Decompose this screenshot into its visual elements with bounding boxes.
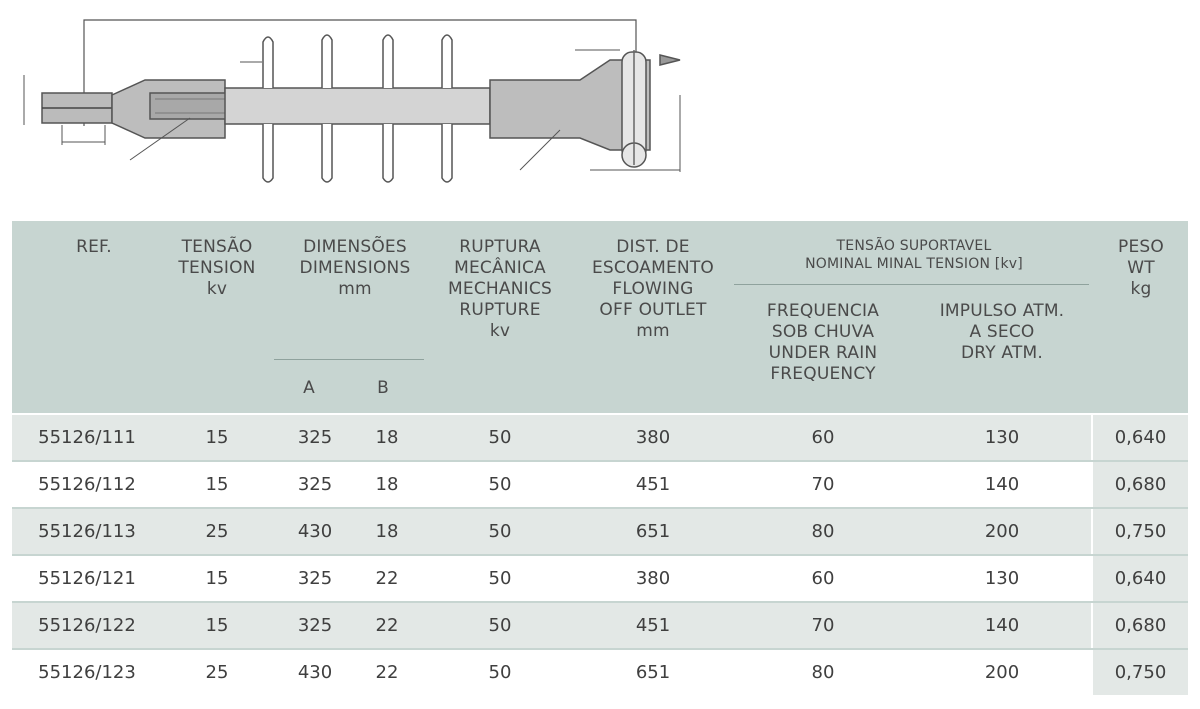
cell-dim-a: 325 [297, 568, 333, 589]
cell-rupture: 50 [488, 474, 512, 495]
cell-impulse: 140 [984, 474, 1020, 495]
header-frequency-l2: SOB CHUVA [771, 322, 875, 342]
header-dist-l1: DIST. DE [616, 237, 690, 257]
cell-ref: 55126/123 [38, 662, 136, 683]
cell-ref: 55126/122 [38, 615, 136, 636]
cell-frequency: 70 [811, 615, 835, 636]
cell-impulse: 130 [984, 568, 1020, 589]
header-dist-l3: FLOWING [612, 279, 694, 299]
cell-tension: 15 [205, 568, 229, 589]
cell-tension: 15 [205, 474, 229, 495]
cell-dim-a: 430 [297, 662, 333, 683]
cell-dim-a: 430 [297, 521, 333, 542]
header-frequency-l4: FREQUENCY [770, 364, 876, 384]
cell-tension: 15 [205, 427, 229, 448]
cell-dim-a: 325 [297, 615, 333, 636]
header-tension-unit: kv [206, 279, 228, 299]
cell-rupture: 50 [488, 662, 512, 683]
header-rupture-l3: MECHANICS [448, 279, 552, 299]
header-tension-en: TENSION [178, 258, 256, 278]
header-tension-pt: TENSÃO [181, 237, 253, 257]
specification-table [12, 221, 1188, 693]
table-row [12, 415, 1188, 462]
cell-tension: 15 [205, 615, 229, 636]
header-rupture [430, 237, 570, 342]
cell-flowing-distance: 651 [635, 521, 671, 542]
insulator-technical-drawing [0, 0, 700, 200]
header-rupture-l1: RUPTURA [459, 237, 541, 257]
header-impulse-l2: A SECO [969, 322, 1035, 342]
header-divider-withstand [734, 284, 1089, 285]
cell-weight: 0,640 [1114, 568, 1167, 589]
cell-rupture: 50 [488, 427, 512, 448]
table-row [12, 603, 1188, 650]
cell-dim-b: 18 [375, 521, 399, 542]
cell-impulse: 200 [984, 521, 1020, 542]
header-impulse [912, 301, 1092, 364]
header-rupture-l4: RUPTURE [459, 300, 541, 320]
header-dim-a: A [303, 378, 315, 398]
cell-frequency: 80 [811, 521, 835, 542]
header-dimensions-en: DIMENSIONS [299, 258, 411, 278]
table-row [12, 462, 1188, 509]
table-row [12, 650, 1188, 697]
table-row [12, 509, 1188, 556]
cell-frequency: 70 [811, 474, 835, 495]
cell-ref: 55126/113 [38, 521, 136, 542]
header-frequency-l3: UNDER RAIN [768, 343, 878, 363]
header-weight-en: WT [1127, 258, 1155, 278]
header-weight [1096, 237, 1186, 300]
cell-rupture: 50 [488, 521, 512, 542]
header-dim-b: B [377, 378, 389, 398]
header-ref [54, 237, 134, 258]
header-divider-dimensions [274, 359, 424, 360]
cell-tension: 25 [205, 662, 229, 683]
header-rupture-l2: MECÂNICA [454, 258, 546, 278]
cell-weight: 0,750 [1114, 662, 1167, 683]
cell-rupture: 50 [488, 568, 512, 589]
cell-dim-b: 22 [375, 615, 399, 636]
header-dimensions-unit: mm [338, 279, 372, 299]
header-flowing-distance [578, 237, 728, 342]
cell-frequency: 60 [811, 568, 835, 589]
cell-dim-b: 18 [375, 474, 399, 495]
cell-flowing-distance: 380 [635, 427, 671, 448]
cell-frequency: 60 [811, 427, 835, 448]
header-weight-unit: kg [1130, 279, 1152, 299]
cell-weight: 0,680 [1114, 615, 1167, 636]
header-dist-l2: ESCOAMENTO [591, 258, 714, 278]
header-dimensions-pt: DIMENSÕES [303, 237, 407, 257]
cell-dim-b: 18 [375, 427, 399, 448]
cell-ref: 55126/121 [38, 568, 136, 589]
cell-weight: 0,640 [1114, 427, 1167, 448]
cell-weight: 0,750 [1114, 521, 1167, 542]
header-ref-label: REF. [76, 237, 112, 257]
cell-flowing-distance: 451 [635, 474, 671, 495]
header-rupture-unit: kv [489, 321, 511, 341]
cell-flowing-distance: 380 [635, 568, 671, 589]
cell-rupture: 50 [488, 615, 512, 636]
header-dist-l4: OFF OUTLET [599, 300, 707, 320]
header-withstand-voltage [734, 237, 1094, 273]
cell-dim-a: 325 [297, 427, 333, 448]
cell-dim-a: 325 [297, 474, 333, 495]
header-weight-pt: PESO [1118, 237, 1164, 257]
cell-dim-b: 22 [375, 662, 399, 683]
header-withstand-en: NOMINAL MINAL TENSION [kv] [805, 256, 1023, 272]
header-dist-unit: mm [636, 321, 670, 341]
cell-tension: 25 [205, 521, 229, 542]
header-frequency-l1: FREQUENCIA [766, 301, 880, 321]
header-impulse-l1: IMPULSO ATM. [939, 301, 1065, 321]
cell-impulse: 200 [984, 662, 1020, 683]
cell-flowing-distance: 451 [635, 615, 671, 636]
cell-weight: 0,680 [1114, 474, 1167, 495]
header-dimensions [280, 237, 430, 300]
cell-flowing-distance: 651 [635, 662, 671, 683]
cell-ref: 55126/111 [38, 427, 136, 448]
header-frequency [738, 301, 908, 385]
cell-impulse: 130 [984, 427, 1020, 448]
table-row [12, 556, 1188, 603]
cell-ref: 55126/112 [38, 474, 136, 495]
cell-dim-b: 22 [375, 568, 399, 589]
cell-impulse: 140 [984, 615, 1020, 636]
header-tension [162, 237, 272, 300]
cell-frequency: 80 [811, 662, 835, 683]
header-impulse-l3: DRY ATM. [961, 343, 1043, 363]
header-withstand-pt: TENSÃO SUPORTAVEL [836, 238, 992, 254]
